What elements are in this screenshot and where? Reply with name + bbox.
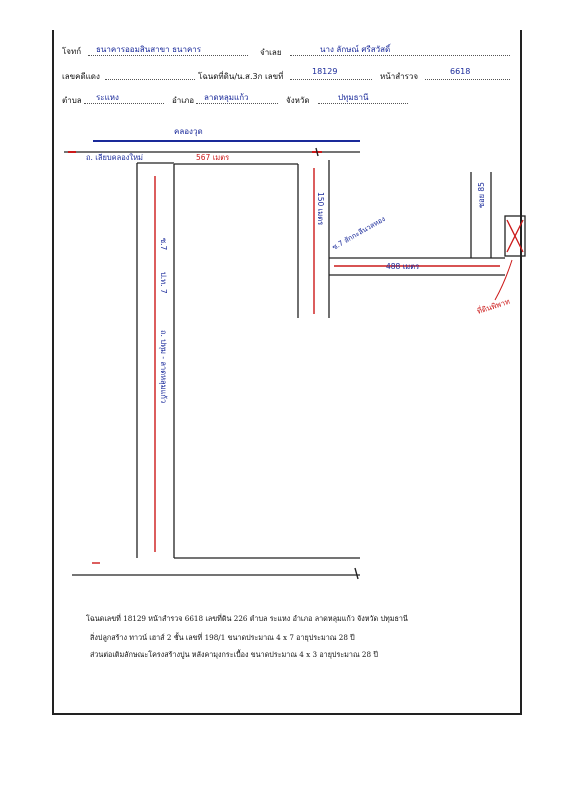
property-label: ที่ดินพิพาท (475, 296, 511, 316)
district-value: ลาดหลุมแก้ว (204, 93, 249, 102)
road-top-distance: 567 เมตร (196, 153, 230, 162)
title-number: 18129 (312, 67, 338, 76)
subdistrict-label: ตำบล (62, 96, 82, 105)
road-left-name: ถ. ปทุม - ลาดหลุมแก้ว (159, 330, 168, 404)
road-top-tick (316, 148, 318, 156)
road-bottom-tick (355, 568, 358, 579)
canal-label: คลองวุด (174, 127, 203, 136)
road-left-code: ป.ท. 7 (159, 272, 168, 294)
soi-right-label: ซอย 85 (477, 182, 486, 208)
plaintiff-label: โจทก์ (62, 47, 82, 56)
caption-line-3: ส่วนต่อเติมลักษณะโครงสร้างปูน หลังคามุงกระเบื้อง ขนาดประมาณ 4 x 3 อายุประมาณ 28 ปี (90, 650, 378, 659)
soi-left-label: ซ.7 (159, 238, 168, 251)
defendant-value: นาง ลักษณ์ ศรีสวัสดิ์ (320, 45, 391, 54)
road-top-label: ถ. เลียบคลองใหม่ (86, 153, 143, 162)
plaintiff-value: ธนาคารออมสินสาขา ธนาคาร (96, 45, 202, 54)
soi-mid-distance: 150 เมตร (316, 192, 325, 226)
survey-number: 6618 (450, 67, 471, 76)
district-label: อำเภอ (172, 96, 195, 105)
defendant-label: จำเลย (260, 48, 282, 57)
soi-mid-name: ซ.7 สักกะลีนวลทอง (331, 214, 387, 252)
caption-line-1: โฉนดเลขที่ 18129 หน้าสำรวจ 6618 เลขที่ดิน 226 ตำบล ระแหง อำเภอ ลาดหลุมแก้ว จังหวัด ปทุมธานี (86, 614, 408, 623)
province-value: ปทุมธานี (338, 93, 369, 102)
title-label: โฉนดที่ดิน/น.ส.3ก เลขที่ (198, 72, 284, 81)
subdistrict-value: ระแหง (96, 93, 119, 102)
survey-label: หน้าสำรวจ (380, 72, 419, 81)
caption-line-2: สิ่งปลูกสร้าง ทาวน์ เฮาส์ 2 ชั้น เลขที่ 198/1 ขนาดประมาณ 4 x 7 อายุประมาณ 28 ปี (90, 633, 355, 642)
case-label: เลขคดีแดง (62, 72, 100, 81)
lane-distance: 488 เมตร (386, 262, 420, 271)
province-label: จังหวัด (286, 96, 310, 105)
